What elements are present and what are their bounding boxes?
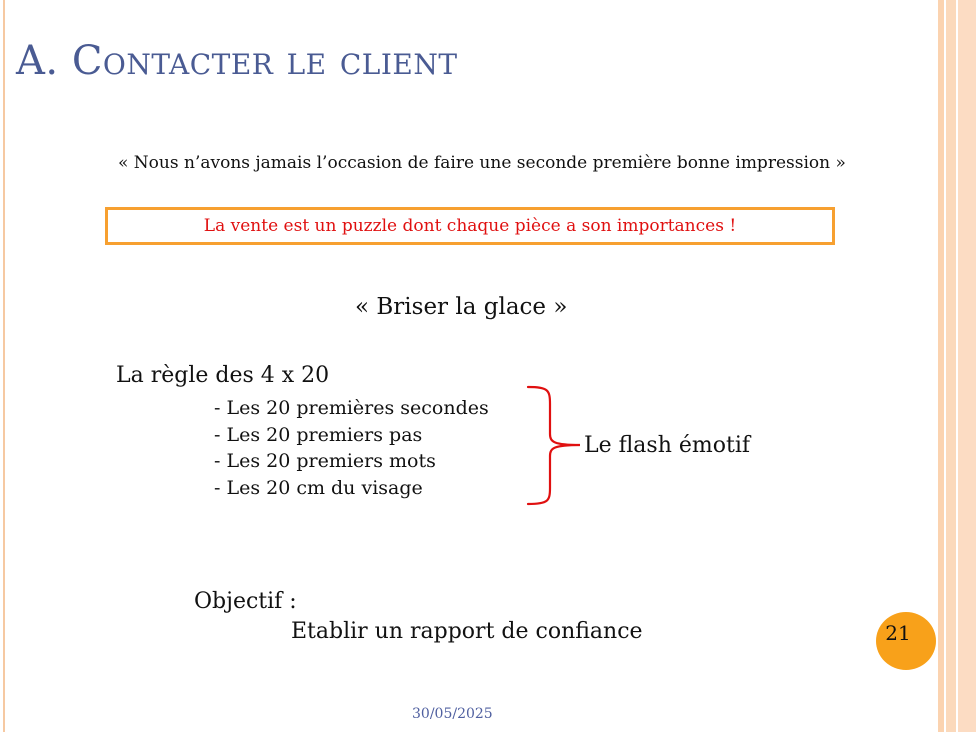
rule-item: - Les 20 premiers pas xyxy=(214,423,423,446)
highlight-text: La vente est un puzzle dont chaque pièce a son importances ! xyxy=(203,216,737,236)
objective-text: Etablir un rapport de confiance xyxy=(291,619,643,644)
right-decorative-stripe xyxy=(946,0,956,732)
page-number-badge xyxy=(876,612,936,670)
page-number: 21 xyxy=(885,621,911,645)
objective-label: Objectif : xyxy=(194,589,297,614)
rule-heading: La règle des 4 x 20 xyxy=(116,363,330,388)
rule-item: - Les 20 cm du visage xyxy=(214,476,423,499)
brace-label: Le flash émotif xyxy=(584,433,751,458)
slide-date: 30/05/2025 xyxy=(412,706,493,722)
quote-text: « Nous n’avons jamais l’occasion de faire une seconde première bonne impression » xyxy=(118,153,846,173)
left-decorative-rule xyxy=(3,0,5,732)
right-decorative-stripe xyxy=(958,0,976,732)
icebreaker-heading: « Briser la glace » xyxy=(355,294,568,320)
slide-title: A. Contacter le client xyxy=(16,38,458,84)
rule-list xyxy=(214,395,489,501)
rule-item: - Les 20 premières secondes xyxy=(214,397,489,419)
rule-item: - Les 20 premiers mots xyxy=(214,450,436,472)
highlight-box xyxy=(105,207,835,245)
curly-brace-icon xyxy=(524,384,584,508)
